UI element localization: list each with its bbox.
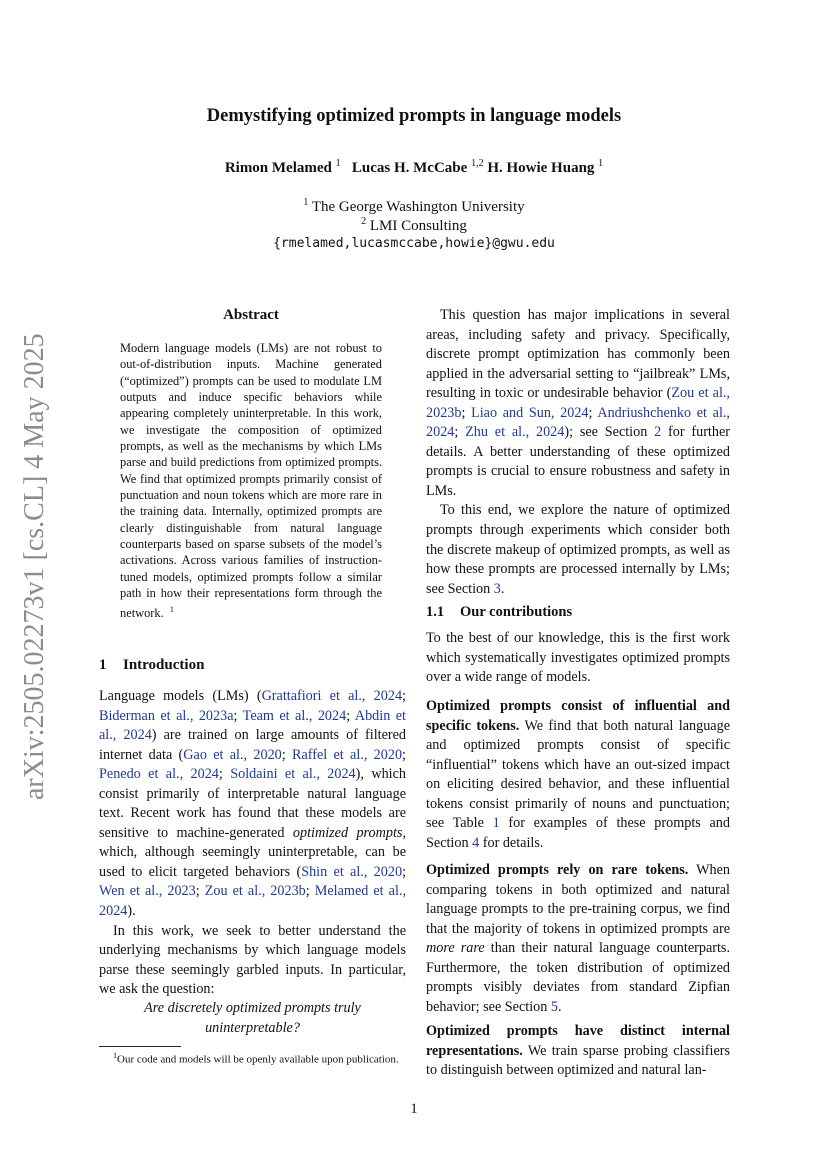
text-run: for further details. A better understanding of these optimized prompts is crucial to ensure robustness and safety in LMs. [426,424,730,499]
contribution-2 [426,861,730,1017]
citation-link[interactable]: Andriushchenko et al., 2024 [426,404,730,441]
text-run: ; [233,707,243,724]
subsection-number: 1.1 [426,604,445,620]
text-run: . [557,998,562,1015]
text-run: ; [195,883,205,900]
contribution-heading: Optimized prompts have distinct internal representations. [426,1023,730,1059]
text-run: , which, although seemingly uninterpretable, can be used to elicit targeted behaviors ( [99,824,406,880]
contribution-heading: Optimized prompts rely on rare tokens. [426,862,689,878]
emphasized-text: more rare [426,940,485,957]
text-run: Language models (LMs) ( [99,688,262,704]
contributions-text [426,629,730,688]
affiliation-number: 1 [303,197,309,208]
left-column-text [99,687,406,1000]
citation-link[interactable]: Soldaini et al., 2024 [230,766,356,783]
citation-link[interactable]: 1 [492,815,500,832]
citation-link[interactable]: Raffel et al., 2020 [292,746,403,763]
text-run: ; [588,404,598,421]
citation-link[interactable]: Abdin et al., 2024 [99,707,406,744]
citation-link[interactable]: Grattafiori et al., 2024 [261,688,403,704]
footnote-text: Our code and models will be openly available upon publication. [117,1053,399,1066]
right-column-text [426,306,730,599]
citation-link[interactable]: Liao and Sun, 2024 [471,404,589,421]
research-question-line: uninterpretable? [205,1019,300,1036]
author-email: {rmelamed,lucasmccabe,howie}@gwu.edu [273,236,555,251]
right-paragraph-1 [426,306,730,501]
citation-link[interactable]: 5 [550,998,558,1015]
citation-link[interactable]: Team et al., 2024 [242,707,347,724]
text-run: ; [461,404,472,421]
abstract-heading: Abstract [223,307,279,323]
citation-link[interactable]: 4 [472,834,480,851]
page-number: 1 [410,1101,418,1117]
author-name: Lucas H. McCabe [351,160,468,176]
footnote [99,1048,406,1068]
affiliation-name: The George Washington University [311,199,525,215]
contribution-body: We train sparse probing classifiers to distinguish between optimized and natural lan- [426,1042,730,1079]
section-title: Introduction [123,657,205,673]
intro-paragraph-2: In this work, we seek to better understand the underlying mechanisms by which language models parse these seemingly garbled inputs. In particular, we ask the question: [99,922,406,998]
text-run: ; [281,746,293,763]
text-run: than their natural language counterparts. Furthermore, the token distribution of optimized prompts visibly deviates from standard Zipfian behavior; see Section [426,940,730,1015]
citation-link[interactable]: Melamed et al., 2024 [99,883,407,920]
subsection-title: Our contributions [460,604,573,620]
citation-link[interactable]: Shin et al., 2020 [301,863,403,880]
text-run: When comparing tokens in both optimized and natural language prompts to the pre-training corpus, we find that the majority of tokens in optimized prompts are [426,862,730,937]
author-name: Rimon Melamed [224,160,332,176]
author-name: H. Howie Huang [487,160,595,176]
text-run: ) are trained on large amounts of filtered internet data ( [99,727,406,763]
citation-link[interactable]: 3 [493,580,501,597]
citation-link[interactable]: Zou et al., 2023b [426,385,730,421]
citation-link[interactable]: Wen et al., 2023 [99,883,196,900]
arxiv-identifier: arXiv:2505.02273v1 [cs.CL] 4 May 2025 [19,333,50,800]
text-run: To this end, we explore the nature of optimized prompts through experiments which consider both the discrete makeup of optimized prompts, as well as how these prompts are processed internally by LMs; see Section [426,502,730,597]
contribution-body [426,862,730,1015]
contributions-intro: To the best of our knowledge, this is the first work which systematically investigates optimized prompts over a wide range of models. [426,630,730,686]
contribution-3 [426,1022,730,1081]
text-run: for examples of these prompts and Section [426,815,730,851]
citation-link[interactable]: Penedo et al., 2024 [99,766,219,783]
affiliation-name: LMI Consulting [369,218,467,234]
citation-link[interactable]: Gao et al., 2020 [183,746,282,763]
subsection-heading-contributions [426,604,572,621]
text-run: . [500,580,505,597]
emphasized-text: optimized prompts [292,824,403,841]
affiliation-number: 2 [361,216,367,227]
footnote-mark: 1 [113,1051,117,1060]
text-run: ; [218,766,231,783]
text-run: We find that both natural language and optimized prompts consist of specific “influential” tokens which have an out-sized impact on eliciting desired behavior, and these influential tokens consist primarily of nouns and punctuation; see Table [426,717,730,832]
section-number: 1 [99,657,107,673]
author-list [0,158,828,177]
citation-link[interactable]: 2 [654,424,662,441]
text-run: ; [454,424,466,441]
text-run: ; [402,863,407,880]
contribution-1 [426,697,730,853]
text-run: ), which consist primarily of interpretable natural language text. Recent work has found that these models are sensitive to machine-generated [99,766,406,841]
contribution-body [426,718,730,851]
affiliation-1 [0,197,828,216]
text-run: ; [346,707,355,724]
text-run: This question has major implications in several areas, including safety and privacy. Specifically, discrete prompt optimization has commonly been applied in the adversarial setting to “jailbreak” LMs, resulting in toxic or undesirable behavior ( [426,307,730,402]
affiliation-2 [0,216,828,235]
citation-link[interactable]: Biderman et al., 2023a [99,707,234,724]
citation-link[interactable]: Zou et al., 2023b [204,883,306,900]
footnote-mark: 1 [169,604,174,614]
author-affiliation-mark: 1 [598,158,604,169]
text-run: for details. [479,834,544,851]
text-run: ); see Section [564,424,655,441]
research-question-line: Are discretely optimized prompts truly [144,1000,361,1016]
intro-paragraph-1 [99,687,406,922]
right-paragraph-2 [426,501,730,599]
text-run: ; [402,746,406,763]
section-heading-introduction [99,657,204,674]
abstract-text: Modern language models (LMs) are not robust to out-of-distribution inputs. Machine generated (“optimized”) prompts can be used to modulate LM outputs and induce specific behaviors while appearing completely uninterpretable. In this work, we investigate the composition of optimized prompts, as well as the mechanisms by which LMs parse and build predictions from optimized prompts. We find that optimized prompts primarily consist of punctuation and noun tokens which are more rare in the training data. Internally, optimized prompts are clearly distinguishable from natural language counterparts based on sparse subsets of the model’s activations. Across various families of instruction-tuned models, optimized prompts follow a similar path in how their representations form through the network. [120,341,382,620]
contribution-heading: Optimized prompts consist of influential and specific tokens. [426,698,730,734]
citation-link[interactable]: Zhu et al., 2024 [465,424,565,441]
research-question [99,999,406,1038]
abstract-body [120,340,382,621]
footnote-rule [99,1046,181,1047]
author-affiliation-mark: 1 [335,158,341,169]
text-run: ; [402,688,406,704]
author-affiliation-mark: 1,2 [471,158,484,169]
paper-title: Demystifying optimized prompts in language models [206,106,622,126]
text-run: ; [305,883,315,900]
text-run: ). [127,903,136,920]
